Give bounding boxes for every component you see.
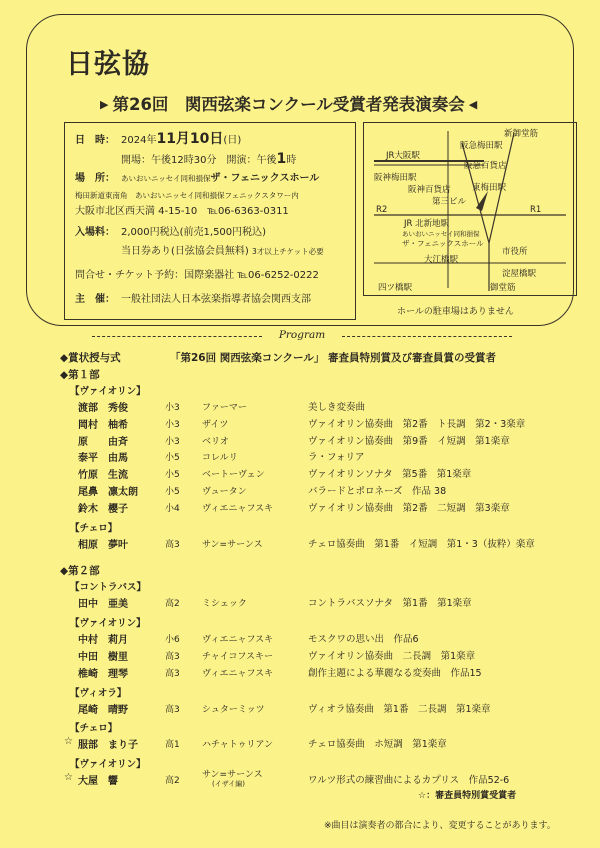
place-detail: 梅田新道東南角 あいおいニッセイ同和損保フェニックスタワー内 xyxy=(75,191,299,200)
composer xyxy=(202,596,247,609)
performer-grade: 高3 xyxy=(165,652,180,662)
map-label: 阪急百貨店 xyxy=(464,161,507,171)
composer-name: ヴィエニャフスキ xyxy=(202,635,274,646)
event-info-box xyxy=(64,122,356,320)
performer-grade: 高3 xyxy=(165,668,180,679)
composer-name: ヴュータン xyxy=(202,487,247,497)
performer-grade: 小3 xyxy=(165,419,180,430)
page-title xyxy=(96,91,516,115)
organization-logo: 日弦協 xyxy=(66,49,150,80)
access-map xyxy=(363,122,577,296)
category-label: 【ヴァイオリン】 xyxy=(70,386,146,397)
program-heading: Program xyxy=(278,329,326,341)
composer-name: シュターミッツ xyxy=(202,704,265,715)
composer-name: サン=サーンス xyxy=(202,770,263,781)
map-label: 東梅田駅 xyxy=(472,183,507,193)
composer xyxy=(202,737,273,750)
composer-name: ミシェック xyxy=(202,599,247,610)
date-row: 日 時： 2024年11月10日(日) xyxy=(75,131,242,147)
performer-name: 原 由斉 xyxy=(78,436,128,448)
map-label: 阪神百貨店 xyxy=(408,185,451,195)
performer-grade: 小3 xyxy=(165,436,180,447)
performer-name: 尾鼻 凛太朗 xyxy=(78,487,138,498)
map-label: あいおいニッセイ同和損保 xyxy=(402,230,480,238)
fee-row-2: 当日券あり(日弦協会員無料) 3才以上チケット必要 xyxy=(121,246,324,257)
piece-title: ヴァイオリン協奏曲 第2番 ト長調 第2・3楽章 xyxy=(308,418,526,430)
piece-title: ヴァイオリン協奏曲 二長調 第1楽章 xyxy=(308,651,476,662)
piece-title: ワルツ形式の練習曲によるカプリス 作品52-6 xyxy=(308,775,510,787)
performer-grade: 小5 xyxy=(165,453,180,464)
piece-title: チェロ協奏曲 ホ短調 第1楽章 xyxy=(308,739,447,751)
place-row: 場 所： あいおいニッセイ同和損保ザ・フェニックスホール xyxy=(75,173,320,184)
composer xyxy=(202,649,273,662)
piece-title: 美しき変奏曲 xyxy=(308,402,366,413)
map-label: ザ・フェニックスホール xyxy=(402,239,484,248)
award-legend: ☆：審査員特別賞受賞者 xyxy=(418,791,517,801)
composer xyxy=(202,400,247,413)
map-label: 阪神梅田駅 xyxy=(374,173,417,183)
piece-title: 創作主題による華麗なる変奏曲 作品15 xyxy=(308,667,482,679)
category-label: 【コントラバス】 xyxy=(70,582,147,594)
composer xyxy=(202,632,273,645)
composer-name: サン=サーンス xyxy=(202,539,263,550)
parking-note: ホールの駐車場はありません xyxy=(397,307,514,317)
composer xyxy=(202,434,229,447)
triangle-icon: ◀ xyxy=(468,98,478,111)
special-award-star: ☆ xyxy=(64,736,73,748)
performer-grade: 高3 xyxy=(165,704,180,715)
category-label: 【チェロ】 xyxy=(70,723,118,735)
composer xyxy=(202,537,263,550)
composer-name: ヴィエニャフスキ xyxy=(202,503,274,514)
composer xyxy=(202,702,265,715)
program-divider xyxy=(92,330,512,342)
title-text: 第26回 関西弦楽コンクール受賞者発表演奏会 xyxy=(112,95,465,114)
piece-title: ヴァイオリン協奏曲 第9番 イ短調 第1楽章 xyxy=(308,435,510,447)
piece-title: チェロ協奏曲 第1番 イ短調 第1・3（抜粋）楽章 xyxy=(308,538,535,550)
performer-grade: 小3 xyxy=(165,403,180,413)
map-label: R1 xyxy=(530,205,542,215)
organizer-row: 主 催： 一般社団法人日本弦楽指導者協会関西支部 xyxy=(75,294,311,305)
composer xyxy=(202,501,273,514)
composer-note: (イザイ編) xyxy=(212,780,245,789)
performer-name: 岡村 柚希 xyxy=(78,419,128,431)
performer-name: 鈴木 櫻子 xyxy=(78,503,128,515)
composer xyxy=(202,467,265,480)
divider-right xyxy=(342,336,512,337)
performer-name: 渡部 秀俊 xyxy=(78,403,128,414)
map-label: 第三ビル xyxy=(432,197,467,207)
performer-name: 大屋 響 xyxy=(78,776,118,788)
performer-grade: 小5 xyxy=(165,487,180,497)
map-label: 阪急梅田駅 xyxy=(460,141,503,151)
piece-title: ヴィオラ協奏曲 第1番 二長調 第1楽章 xyxy=(308,703,491,715)
map-label: 淀屋橋駅 xyxy=(502,269,537,279)
performer-name: 尾崎 晴野 xyxy=(78,704,128,716)
map-label: R2 xyxy=(376,205,388,215)
composer-name: ザイツ xyxy=(202,419,229,430)
composer xyxy=(202,484,247,497)
map-label: 市役所 xyxy=(502,247,528,257)
performer-name: 泰平 由馬 xyxy=(78,453,128,465)
map-label: 新御堂筋 xyxy=(504,129,539,139)
part-heading: ◆第１部 xyxy=(60,369,100,381)
award-heading: ◆賞状授与式 xyxy=(60,352,121,364)
piece-title: バラードとポロネーズ 作品 38 xyxy=(308,486,447,497)
performer-name: 中田 樹里 xyxy=(78,652,128,663)
composer xyxy=(202,767,263,789)
place-address: 大阪市北区西天満 4-15-10 ℡06-6363-0311 xyxy=(75,206,289,217)
category-label: 【チェロ】 xyxy=(70,522,118,534)
performer-name: 竹原 生流 xyxy=(78,470,128,482)
category-label: 【ヴァイオリン】 xyxy=(70,759,146,771)
fee-row: 入場料： 2,000円税込(前売1,500円税込) xyxy=(75,227,267,238)
performer-grade: 高3 xyxy=(165,539,180,550)
composer xyxy=(202,450,238,463)
category-label: 【ヴァイオリン】 xyxy=(70,618,146,630)
map-label: 御堂筋 xyxy=(490,283,516,293)
performer-grade: 高1 xyxy=(165,740,180,751)
performer-grade: 小4 xyxy=(165,503,180,514)
category-label: 【ヴィオラ】 xyxy=(70,687,127,699)
ticket-contact: 問合せ・チケット予約：国際楽器社 ℡06-6252-0222 xyxy=(75,270,319,281)
performer-name: 中村 莉月 xyxy=(78,635,128,647)
map-label: JR 北新地駅 xyxy=(404,219,450,229)
part-heading: ◆第２部 xyxy=(60,565,100,578)
performer-name: 田中 亜美 xyxy=(78,599,128,611)
composer-name: ファーマー xyxy=(202,403,247,413)
composer-name: チャイコフスキー xyxy=(202,652,274,662)
performer-grade: 小5 xyxy=(165,470,180,481)
composer-name: ハチャトゥリアン xyxy=(202,740,274,751)
award-text: 「第26回 関西弦楽コンクール」 審査員特別賞及び審査員賞の受賞者 xyxy=(170,352,497,364)
piece-title: ヴァイオリンソナタ 第5番 第1楽章 xyxy=(308,469,472,481)
time-row: 開場：午後12時30分 開演：午後1時 xyxy=(121,151,297,167)
piece-title: コントラバスソナタ 第1番 第1楽章 xyxy=(308,598,472,610)
composer xyxy=(202,666,273,679)
performer-name: 相原 夢叶 xyxy=(78,539,128,551)
performer-grade: 高2 xyxy=(165,599,180,610)
performer-grade: 小6 xyxy=(165,635,180,646)
performer-name: 服部 まり子 xyxy=(78,740,138,752)
map-label: JR大阪駅 xyxy=(386,151,420,161)
triangle-icon: ▶ xyxy=(100,98,109,111)
performer-grade: 高2 xyxy=(165,776,180,787)
composer-name: コレルリ xyxy=(202,453,238,464)
performer-name: 椎崎 理琴 xyxy=(78,668,128,680)
piece-title: ヴァイオリン協奏曲 第2番 二短調 第3楽章 xyxy=(308,502,510,514)
composer-name: ベリオ xyxy=(202,436,229,447)
divider-left xyxy=(92,336,262,337)
composer-name: ベートーヴェン xyxy=(202,470,265,481)
piece-title: ラ・フォリア xyxy=(308,452,365,464)
map-label: 大江橋駅 xyxy=(424,255,459,265)
composer xyxy=(202,417,228,430)
map-label: 四ツ橋駅 xyxy=(378,283,413,293)
composer-name: ヴィエニャフスキ xyxy=(202,668,274,679)
piece-title: モスクワの思い出 作品6 xyxy=(308,634,419,646)
special-award-star: ☆ xyxy=(64,772,73,784)
footnote: ※曲目は演奏者の都合により、変更することがあります。 xyxy=(324,821,556,831)
